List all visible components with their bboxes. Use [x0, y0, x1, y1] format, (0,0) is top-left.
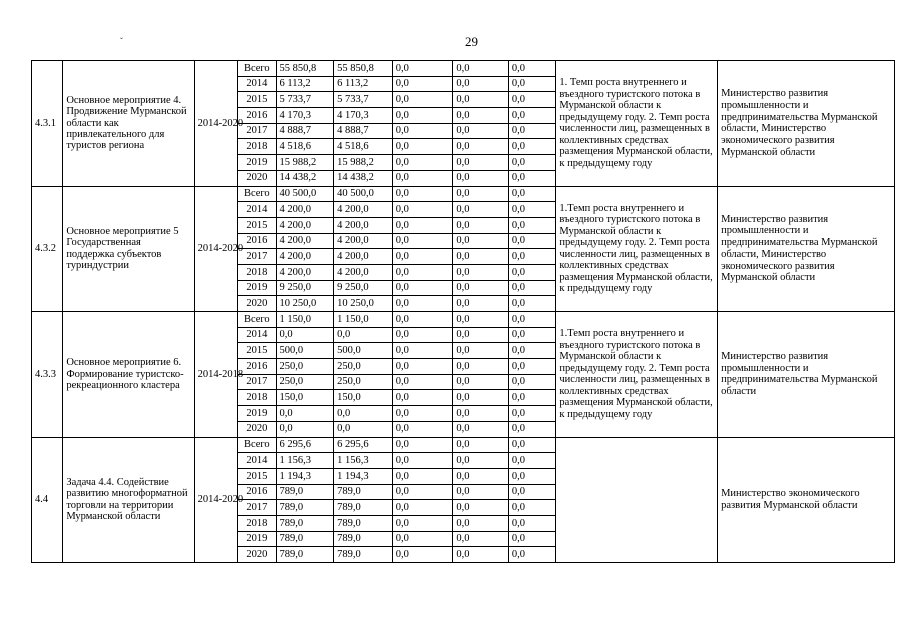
amount-cell: 0,0 — [508, 547, 555, 563]
amount-cell: 0,0 — [392, 390, 453, 406]
amount-cell: 0,0 — [508, 327, 555, 343]
amount-cell: 55 850,8 — [276, 61, 334, 77]
year-cell: 2015 — [238, 217, 276, 233]
year-cell: 2020 — [238, 547, 276, 563]
amount-cell: 0,0 — [453, 170, 509, 186]
item-period: 2014-2020 — [194, 61, 237, 187]
amount-cell: 4 200,0 — [276, 264, 334, 280]
amount-cell: 40 500,0 — [334, 186, 393, 202]
amount-cell: 0,0 — [453, 484, 509, 500]
amount-cell: 9 250,0 — [276, 280, 334, 296]
amount-cell: 150,0 — [334, 390, 393, 406]
item-code: 4.3.2 — [32, 186, 63, 312]
amount-cell: 0,0 — [392, 421, 453, 437]
amount-cell: 0,0 — [392, 280, 453, 296]
amount-cell: 0,0 — [453, 312, 509, 328]
amount-cell: 0,0 — [508, 264, 555, 280]
amount-cell: 5 733,7 — [276, 92, 334, 108]
item-name: Основное мероприятие 5 Государственная поддержка субъектов туриндустрии — [63, 186, 194, 312]
amount-cell: 789,0 — [276, 500, 334, 516]
item-name: Основное мероприятие 4. Продвижение Мурманской области как привлекательного для туристов региона — [63, 61, 194, 187]
amount-cell: 0,0 — [508, 123, 555, 139]
amount-cell: 0,0 — [508, 249, 555, 265]
amount-cell: 0,0 — [453, 500, 509, 516]
amount-cell: 0,0 — [508, 390, 555, 406]
amount-cell: 4 200,0 — [276, 233, 334, 249]
amount-cell: 0,0 — [508, 202, 555, 218]
year-cell: 2016 — [238, 359, 276, 375]
amount-cell: 0,0 — [334, 406, 393, 422]
amount-cell: 0,0 — [392, 343, 453, 359]
amount-cell: 0,0 — [453, 249, 509, 265]
amount-cell: 0,0 — [508, 296, 555, 312]
amount-cell: 150,0 — [276, 390, 334, 406]
year-cell: 2020 — [238, 170, 276, 186]
item-period: 2014-2020 — [194, 186, 237, 312]
amount-cell: 0,0 — [334, 421, 393, 437]
amount-cell: 4 200,0 — [276, 202, 334, 218]
year-cell: 2016 — [238, 233, 276, 249]
amount-cell: 0,0 — [392, 92, 453, 108]
year-cell: 2015 — [238, 92, 276, 108]
amount-cell: 0,0 — [453, 139, 509, 155]
amount-cell: 4 170,3 — [334, 108, 393, 124]
amount-cell: 1 150,0 — [276, 312, 334, 328]
amount-cell: 789,0 — [334, 500, 393, 516]
amount-cell: 0,0 — [453, 61, 509, 77]
amount-cell: 0,0 — [453, 437, 509, 453]
amount-cell: 0,0 — [453, 76, 509, 92]
amount-cell: 0,0 — [392, 186, 453, 202]
target-indicators: 1. Темп роста внутреннего и въездного туристского потока в Мурманской области к предыдущему году. 2. Темп роста численности лиц, размещенных в коллективных средствах размещения Мурманской области, к предыдущему году — [556, 61, 718, 187]
amount-cell: 0,0 — [392, 202, 453, 218]
amount-cell: 0,0 — [453, 280, 509, 296]
amount-cell: 0,0 — [392, 484, 453, 500]
amount-cell: 0,0 — [453, 547, 509, 563]
amount-cell: 0,0 — [453, 296, 509, 312]
amount-cell: 0,0 — [392, 531, 453, 547]
item-period: 2014-2018 — [194, 312, 237, 438]
amount-cell: 0,0 — [392, 155, 453, 171]
amount-cell: 4 888,7 — [334, 123, 393, 139]
amount-cell: 0,0 — [392, 264, 453, 280]
amount-cell: 0,0 — [453, 155, 509, 171]
amount-cell: 0,0 — [276, 327, 334, 343]
year-cell: Всего — [238, 312, 276, 328]
amount-cell: 1 156,3 — [334, 453, 393, 469]
amount-cell: 0,0 — [508, 468, 555, 484]
amount-cell: 0,0 — [392, 249, 453, 265]
amount-cell: 0,0 — [453, 186, 509, 202]
year-cell: 2017 — [238, 249, 276, 265]
amount-cell: 0,0 — [334, 327, 393, 343]
amount-cell: 4 200,0 — [334, 202, 393, 218]
amount-cell: 0,0 — [453, 374, 509, 390]
year-cell: 2017 — [238, 123, 276, 139]
amount-cell: 0,0 — [508, 453, 555, 469]
year-cell: 2018 — [238, 264, 276, 280]
table-row — [32, 437, 895, 453]
amount-cell: 1 156,3 — [276, 453, 334, 469]
year-cell: 2014 — [238, 202, 276, 218]
amount-cell: 0,0 — [508, 437, 555, 453]
year-cell: 2018 — [238, 139, 276, 155]
year-cell: 2019 — [238, 531, 276, 547]
responsible-executor: Министерство развития промышленности и предпринимательства Мурманской области, Министерство экономического развития Мурманской области — [718, 186, 895, 312]
amount-cell: 0,0 — [392, 170, 453, 186]
amount-cell: 4 170,3 — [276, 108, 334, 124]
amount-cell: 0,0 — [392, 359, 453, 375]
amount-cell: 250,0 — [334, 374, 393, 390]
amount-cell: 500,0 — [334, 343, 393, 359]
year-cell: Всего — [238, 61, 276, 77]
amount-cell: 0,0 — [392, 61, 453, 77]
item-code: 4.3.1 — [32, 61, 63, 187]
year-cell: 2019 — [238, 155, 276, 171]
amount-cell: 0,0 — [453, 515, 509, 531]
amount-cell: 15 988,2 — [276, 155, 334, 171]
amount-cell: 0,0 — [276, 421, 334, 437]
year-cell: 2017 — [238, 374, 276, 390]
amount-cell: 40 500,0 — [276, 186, 334, 202]
amount-cell: 14 438,2 — [334, 170, 393, 186]
amount-cell: 4 200,0 — [276, 217, 334, 233]
amount-cell: 0,0 — [392, 108, 453, 124]
item-code: 4.4 — [32, 437, 63, 563]
amount-cell: 0,0 — [508, 531, 555, 547]
amount-cell: 0,0 — [508, 312, 555, 328]
amount-cell: 0,0 — [453, 92, 509, 108]
amount-cell: 6 113,2 — [276, 76, 334, 92]
amount-cell: 0,0 — [508, 421, 555, 437]
amount-cell: 4 888,7 — [276, 123, 334, 139]
amount-cell: 789,0 — [334, 484, 393, 500]
year-cell: 2014 — [238, 76, 276, 92]
responsible-executor: Министерство развития промышленности и предпринимательства Мурманской области, Министерство экономического развития Мурманской области — [718, 61, 895, 187]
item-name: Задача 4.4. Содействие развитию многоформатной торговли на территории Мурманской области — [63, 437, 194, 563]
program-financing-table — [31, 60, 895, 563]
amount-cell: 0,0 — [508, 406, 555, 422]
amount-cell: 0,0 — [453, 343, 509, 359]
amount-cell: 0,0 — [508, 155, 555, 171]
amount-cell: 0,0 — [453, 531, 509, 547]
amount-cell: 0,0 — [453, 390, 509, 406]
amount-cell: 1 194,3 — [276, 468, 334, 484]
amount-cell: 0,0 — [453, 264, 509, 280]
amount-cell: 1 194,3 — [334, 468, 393, 484]
amount-cell: 0,0 — [453, 359, 509, 375]
amount-cell: 6 295,6 — [276, 437, 334, 453]
amount-cell: 0,0 — [392, 547, 453, 563]
year-cell: 2018 — [238, 515, 276, 531]
amount-cell: 789,0 — [276, 515, 334, 531]
amount-cell: 0,0 — [392, 500, 453, 516]
year-cell: 2014 — [238, 453, 276, 469]
amount-cell: 0,0 — [508, 343, 555, 359]
item-period: 2014-2020 — [194, 437, 237, 563]
amount-cell: 4 200,0 — [334, 264, 393, 280]
amount-cell: 0,0 — [392, 76, 453, 92]
amount-cell: 789,0 — [276, 547, 334, 563]
amount-cell: 6 295,6 — [334, 437, 393, 453]
amount-cell: 0,0 — [392, 327, 453, 343]
amount-cell: 10 250,0 — [334, 296, 393, 312]
year-cell: Всего — [238, 437, 276, 453]
year-cell: 2019 — [238, 406, 276, 422]
amount-cell: 0,0 — [453, 406, 509, 422]
target-indicators: 1.Темп роста внутреннего и въездного туристского потока в Мурманской области к предыдущему году. 2. Темп роста численности лиц, размещенных в коллективных средствах размещения Мурманской области, к предыдущему году — [556, 312, 718, 438]
page-number: 29 — [465, 34, 478, 49]
amount-cell: 0,0 — [392, 515, 453, 531]
year-cell: 2015 — [238, 468, 276, 484]
amount-cell: 0,0 — [508, 61, 555, 77]
table-row — [32, 312, 895, 328]
amount-cell: 789,0 — [334, 547, 393, 563]
amount-cell: 789,0 — [276, 484, 334, 500]
amount-cell: 0,0 — [508, 233, 555, 249]
year-cell: 2015 — [238, 343, 276, 359]
amount-cell: 0,0 — [453, 453, 509, 469]
amount-cell: 4 200,0 — [276, 249, 334, 265]
amount-cell: 250,0 — [276, 374, 334, 390]
table-row — [32, 186, 895, 202]
amount-cell: 0,0 — [392, 437, 453, 453]
amount-cell: 789,0 — [334, 531, 393, 547]
year-cell: 2017 — [238, 500, 276, 516]
amount-cell: 0,0 — [453, 202, 509, 218]
amount-cell: 4 200,0 — [334, 249, 393, 265]
amount-cell: 0,0 — [453, 233, 509, 249]
amount-cell: 0,0 — [508, 139, 555, 155]
amount-cell: 0,0 — [392, 406, 453, 422]
amount-cell: 0,0 — [508, 186, 555, 202]
amount-cell: 0,0 — [508, 359, 555, 375]
amount-cell: 0,0 — [508, 92, 555, 108]
amount-cell: 0,0 — [508, 76, 555, 92]
amount-cell: 0,0 — [453, 327, 509, 343]
amount-cell: 0,0 — [392, 123, 453, 139]
amount-cell: 0,0 — [453, 217, 509, 233]
amount-cell: 789,0 — [276, 531, 334, 547]
amount-cell: 0,0 — [508, 374, 555, 390]
amount-cell: 55 850,8 — [334, 61, 393, 77]
amount-cell: 6 113,2 — [334, 76, 393, 92]
amount-cell: 0,0 — [508, 484, 555, 500]
item-name: Основное мероприятие 6. Формирование туристско-рекреационного кластера — [63, 312, 194, 438]
amount-cell: 789,0 — [334, 515, 393, 531]
item-code: 4.3.3 — [32, 312, 63, 438]
amount-cell: 500,0 — [276, 343, 334, 359]
amount-cell: 9 250,0 — [334, 280, 393, 296]
year-cell: 2020 — [238, 296, 276, 312]
amount-cell: 0,0 — [392, 453, 453, 469]
amount-cell: 5 733,7 — [334, 92, 393, 108]
amount-cell: 10 250,0 — [276, 296, 334, 312]
scan-tick-mark: ˇ — [120, 36, 123, 46]
year-cell: 2016 — [238, 108, 276, 124]
amount-cell: 1 150,0 — [334, 312, 393, 328]
amount-cell: 0,0 — [453, 468, 509, 484]
amount-cell: 0,0 — [276, 406, 334, 422]
target-indicators: 1.Темп роста внутреннего и въездного туристского потока в Мурманской области к предыдущему году. 2. Темп роста численности лиц, размещенных в коллективных средствах размещения Мурманской области, к предыдущему году — [556, 186, 718, 312]
amount-cell: 250,0 — [334, 359, 393, 375]
year-cell: 2020 — [238, 421, 276, 437]
amount-cell: 0,0 — [508, 280, 555, 296]
amount-cell: 0,0 — [392, 217, 453, 233]
amount-cell: 0,0 — [392, 296, 453, 312]
amount-cell: 0,0 — [508, 217, 555, 233]
amount-cell: 0,0 — [392, 139, 453, 155]
amount-cell: 0,0 — [508, 108, 555, 124]
amount-cell: 0,0 — [392, 312, 453, 328]
amount-cell: 14 438,2 — [276, 170, 334, 186]
amount-cell: 0,0 — [453, 108, 509, 124]
amount-cell: 0,0 — [508, 170, 555, 186]
amount-cell: 15 988,2 — [334, 155, 393, 171]
year-cell: 2014 — [238, 327, 276, 343]
amount-cell: 0,0 — [392, 374, 453, 390]
amount-cell: 4 518,6 — [334, 139, 393, 155]
responsible-executor: Министерство развития промышленности и предпринимательства Мурманской области — [718, 312, 895, 438]
amount-cell: 0,0 — [392, 468, 453, 484]
amount-cell: 0,0 — [508, 500, 555, 516]
amount-cell: 0,0 — [508, 515, 555, 531]
amount-cell: 4 200,0 — [334, 217, 393, 233]
target-indicators — [556, 437, 718, 563]
year-cell: 2016 — [238, 484, 276, 500]
responsible-executor: Министерство экономического развития Мурманской области — [718, 437, 895, 563]
amount-cell: 0,0 — [453, 123, 509, 139]
table-row — [32, 61, 895, 77]
year-cell: 2019 — [238, 280, 276, 296]
amount-cell: 0,0 — [453, 421, 509, 437]
amount-cell: 250,0 — [276, 359, 334, 375]
amount-cell: 4 518,6 — [276, 139, 334, 155]
year-cell: 2018 — [238, 390, 276, 406]
amount-cell: 0,0 — [392, 233, 453, 249]
year-cell: Всего — [238, 186, 276, 202]
amount-cell: 4 200,0 — [334, 233, 393, 249]
